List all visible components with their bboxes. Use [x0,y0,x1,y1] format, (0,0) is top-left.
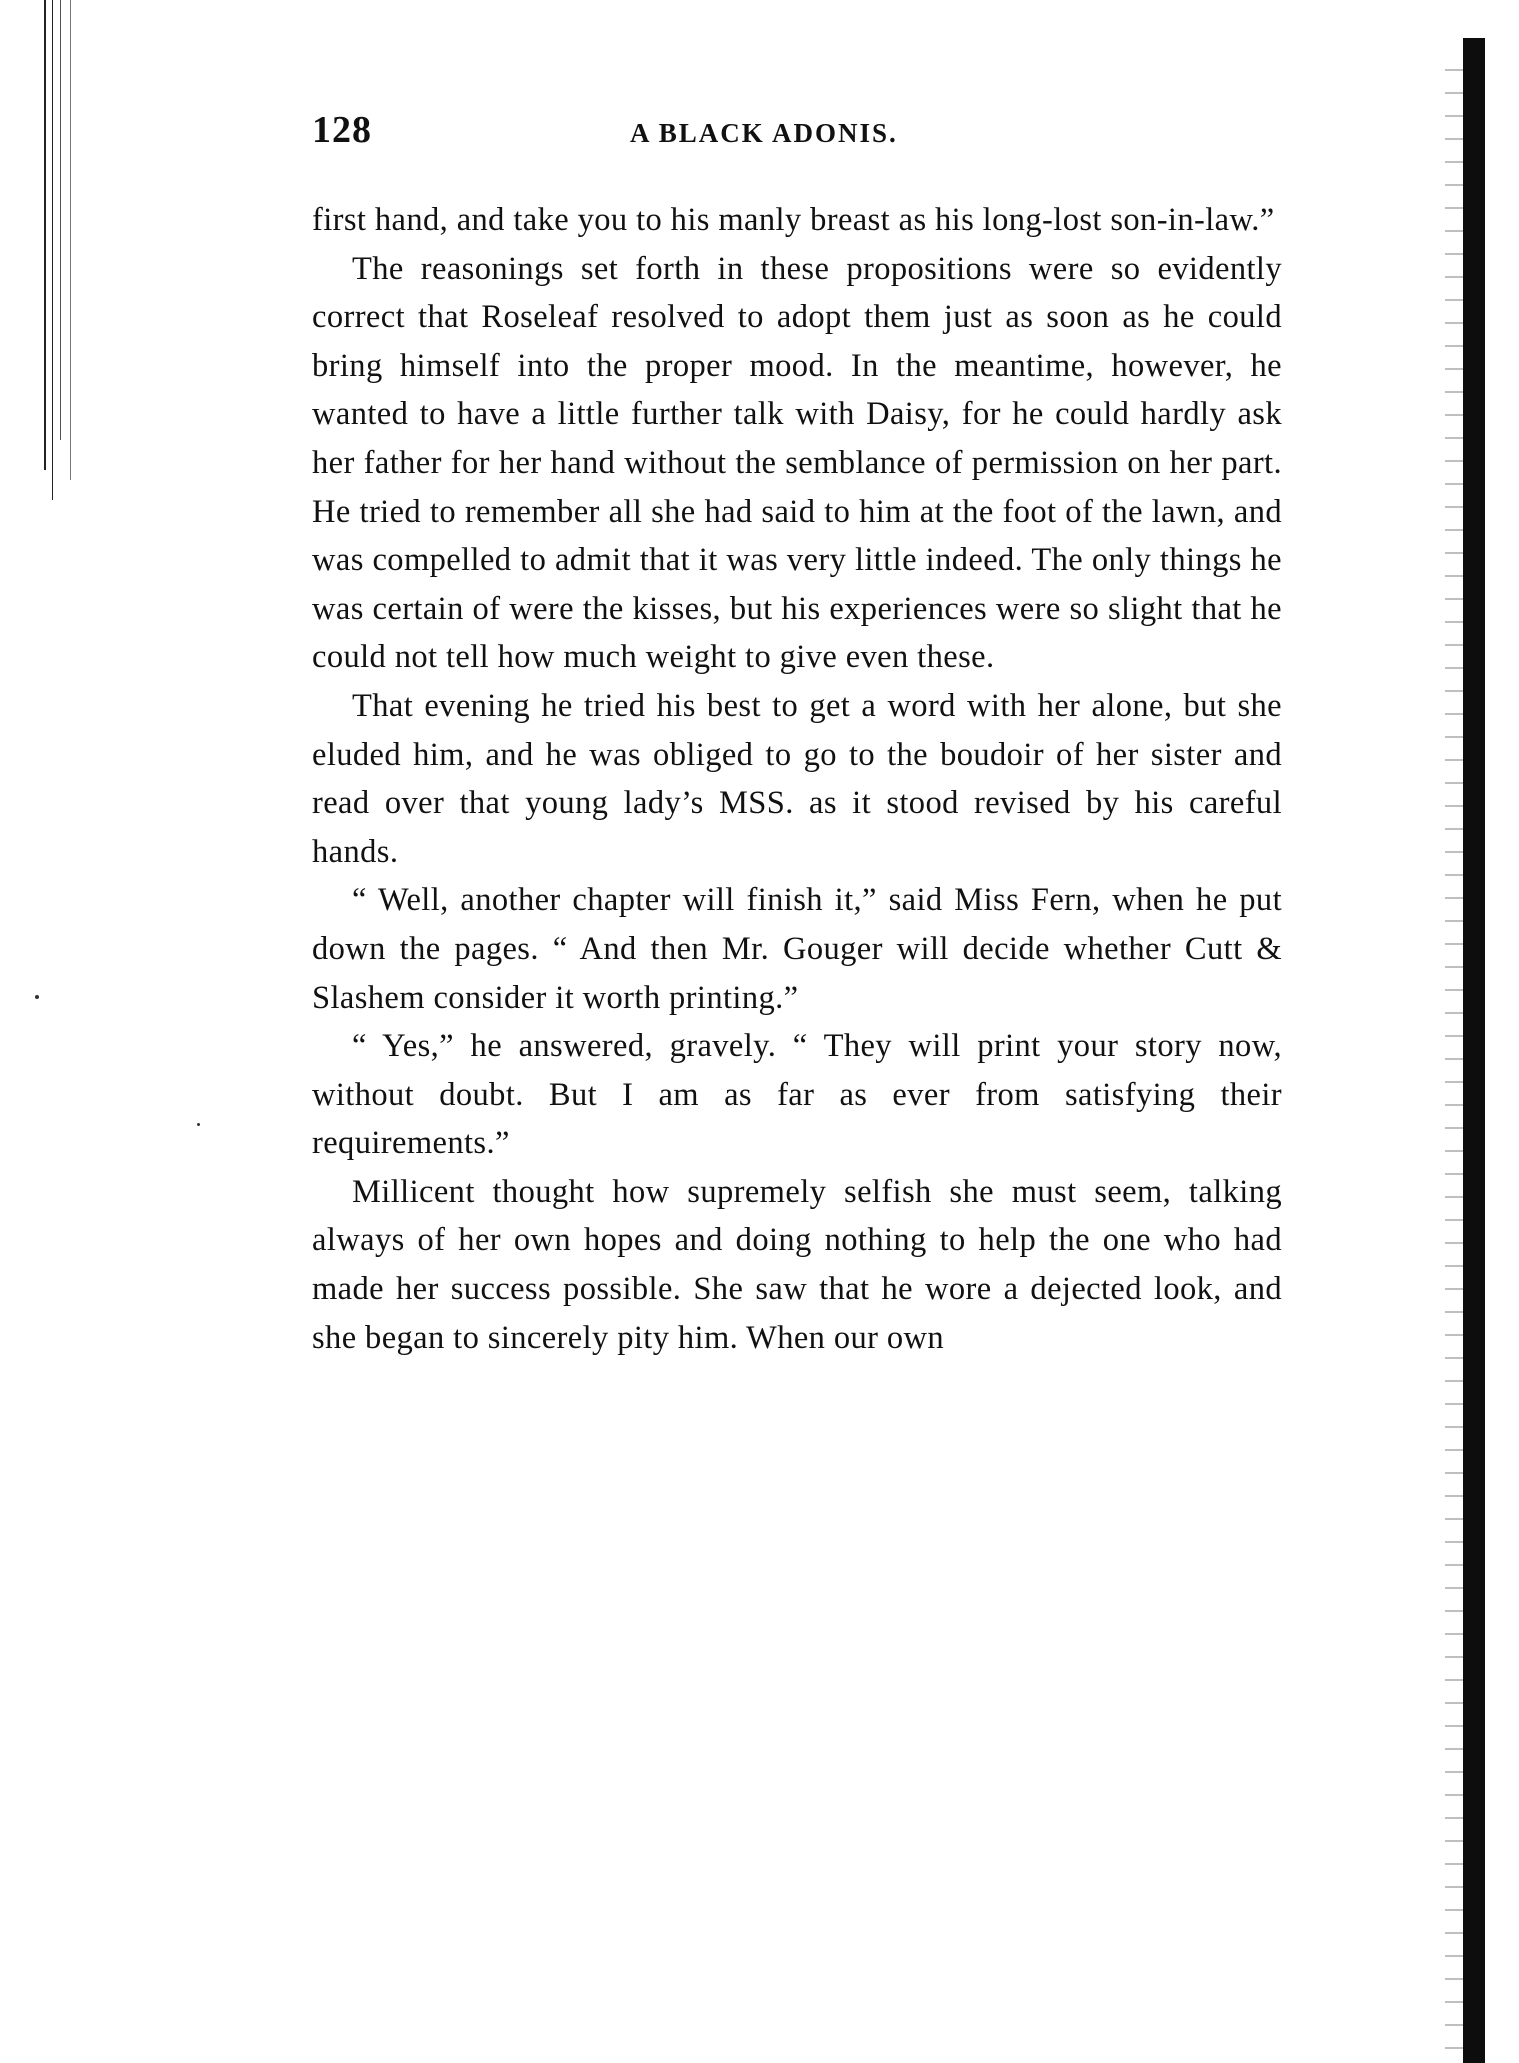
paragraph: Millicent thought how supremely selfish she must seem, talking always of her own hopes and doing nothing to help the one who had made her success possible. She saw that he wore a dejected look, and she began to sincerely pity him. When our own [312,1173,1282,1356]
paragraph: That evening he tried his best to get a word with her alone, but she eluded him, and he was obliged to go to the boudoir of her sister and read over that young lady’s MSS. as it stood revised by his careful hands. [312,687,1282,870]
gutter-line [60,0,61,440]
page-header [312,108,1282,158]
paragraph: The reasonings set forth in these propositions were so evidently correct that Roseleaf resolved to adopt them just as soon as he could bring himself into the proper mood. In the meantime, however, he wanted to have a little further talk with Daisy, for he could hardly ask her father for her hand without the semblance of permission on her part. He tried to remember all she had said to him at the foot of the lawn, and was compelled to admit that it was very little indeed. The only things he was certain of were the kisses, but his experiences were so slight that he could not tell how much weight to give even these. [312,250,1282,676]
running-head: A BLACK ADONIS. [630,118,898,148]
stray-mark [35,995,39,999]
page-edge-bar [1463,38,1485,2063]
gutter-line [52,0,53,500]
body-text [312,196,1282,1362]
page-edge-shadow [1445,60,1463,2060]
page-number: 128 [312,109,372,151]
gutter-line [44,0,46,470]
gutter-line [70,0,71,480]
binding-gutter [44,0,84,500]
stray-mark [197,1123,200,1126]
paragraph: “ Well, another chapter will finish it,” said Miss Fern, when he put down the pages. “ And then Mr. Gouger will decide whether Cutt & Slashem consider it worth printing.” [312,882,1282,1016]
paragraph: “ Yes,” he answered, gravely. “ They will print your story now, without doubt. But I am as far as ever from satisfying their requirements.” [312,1028,1282,1162]
paragraph: first hand, and take you to his manly breast as his long-lost son-in-law.” [312,202,1275,238]
